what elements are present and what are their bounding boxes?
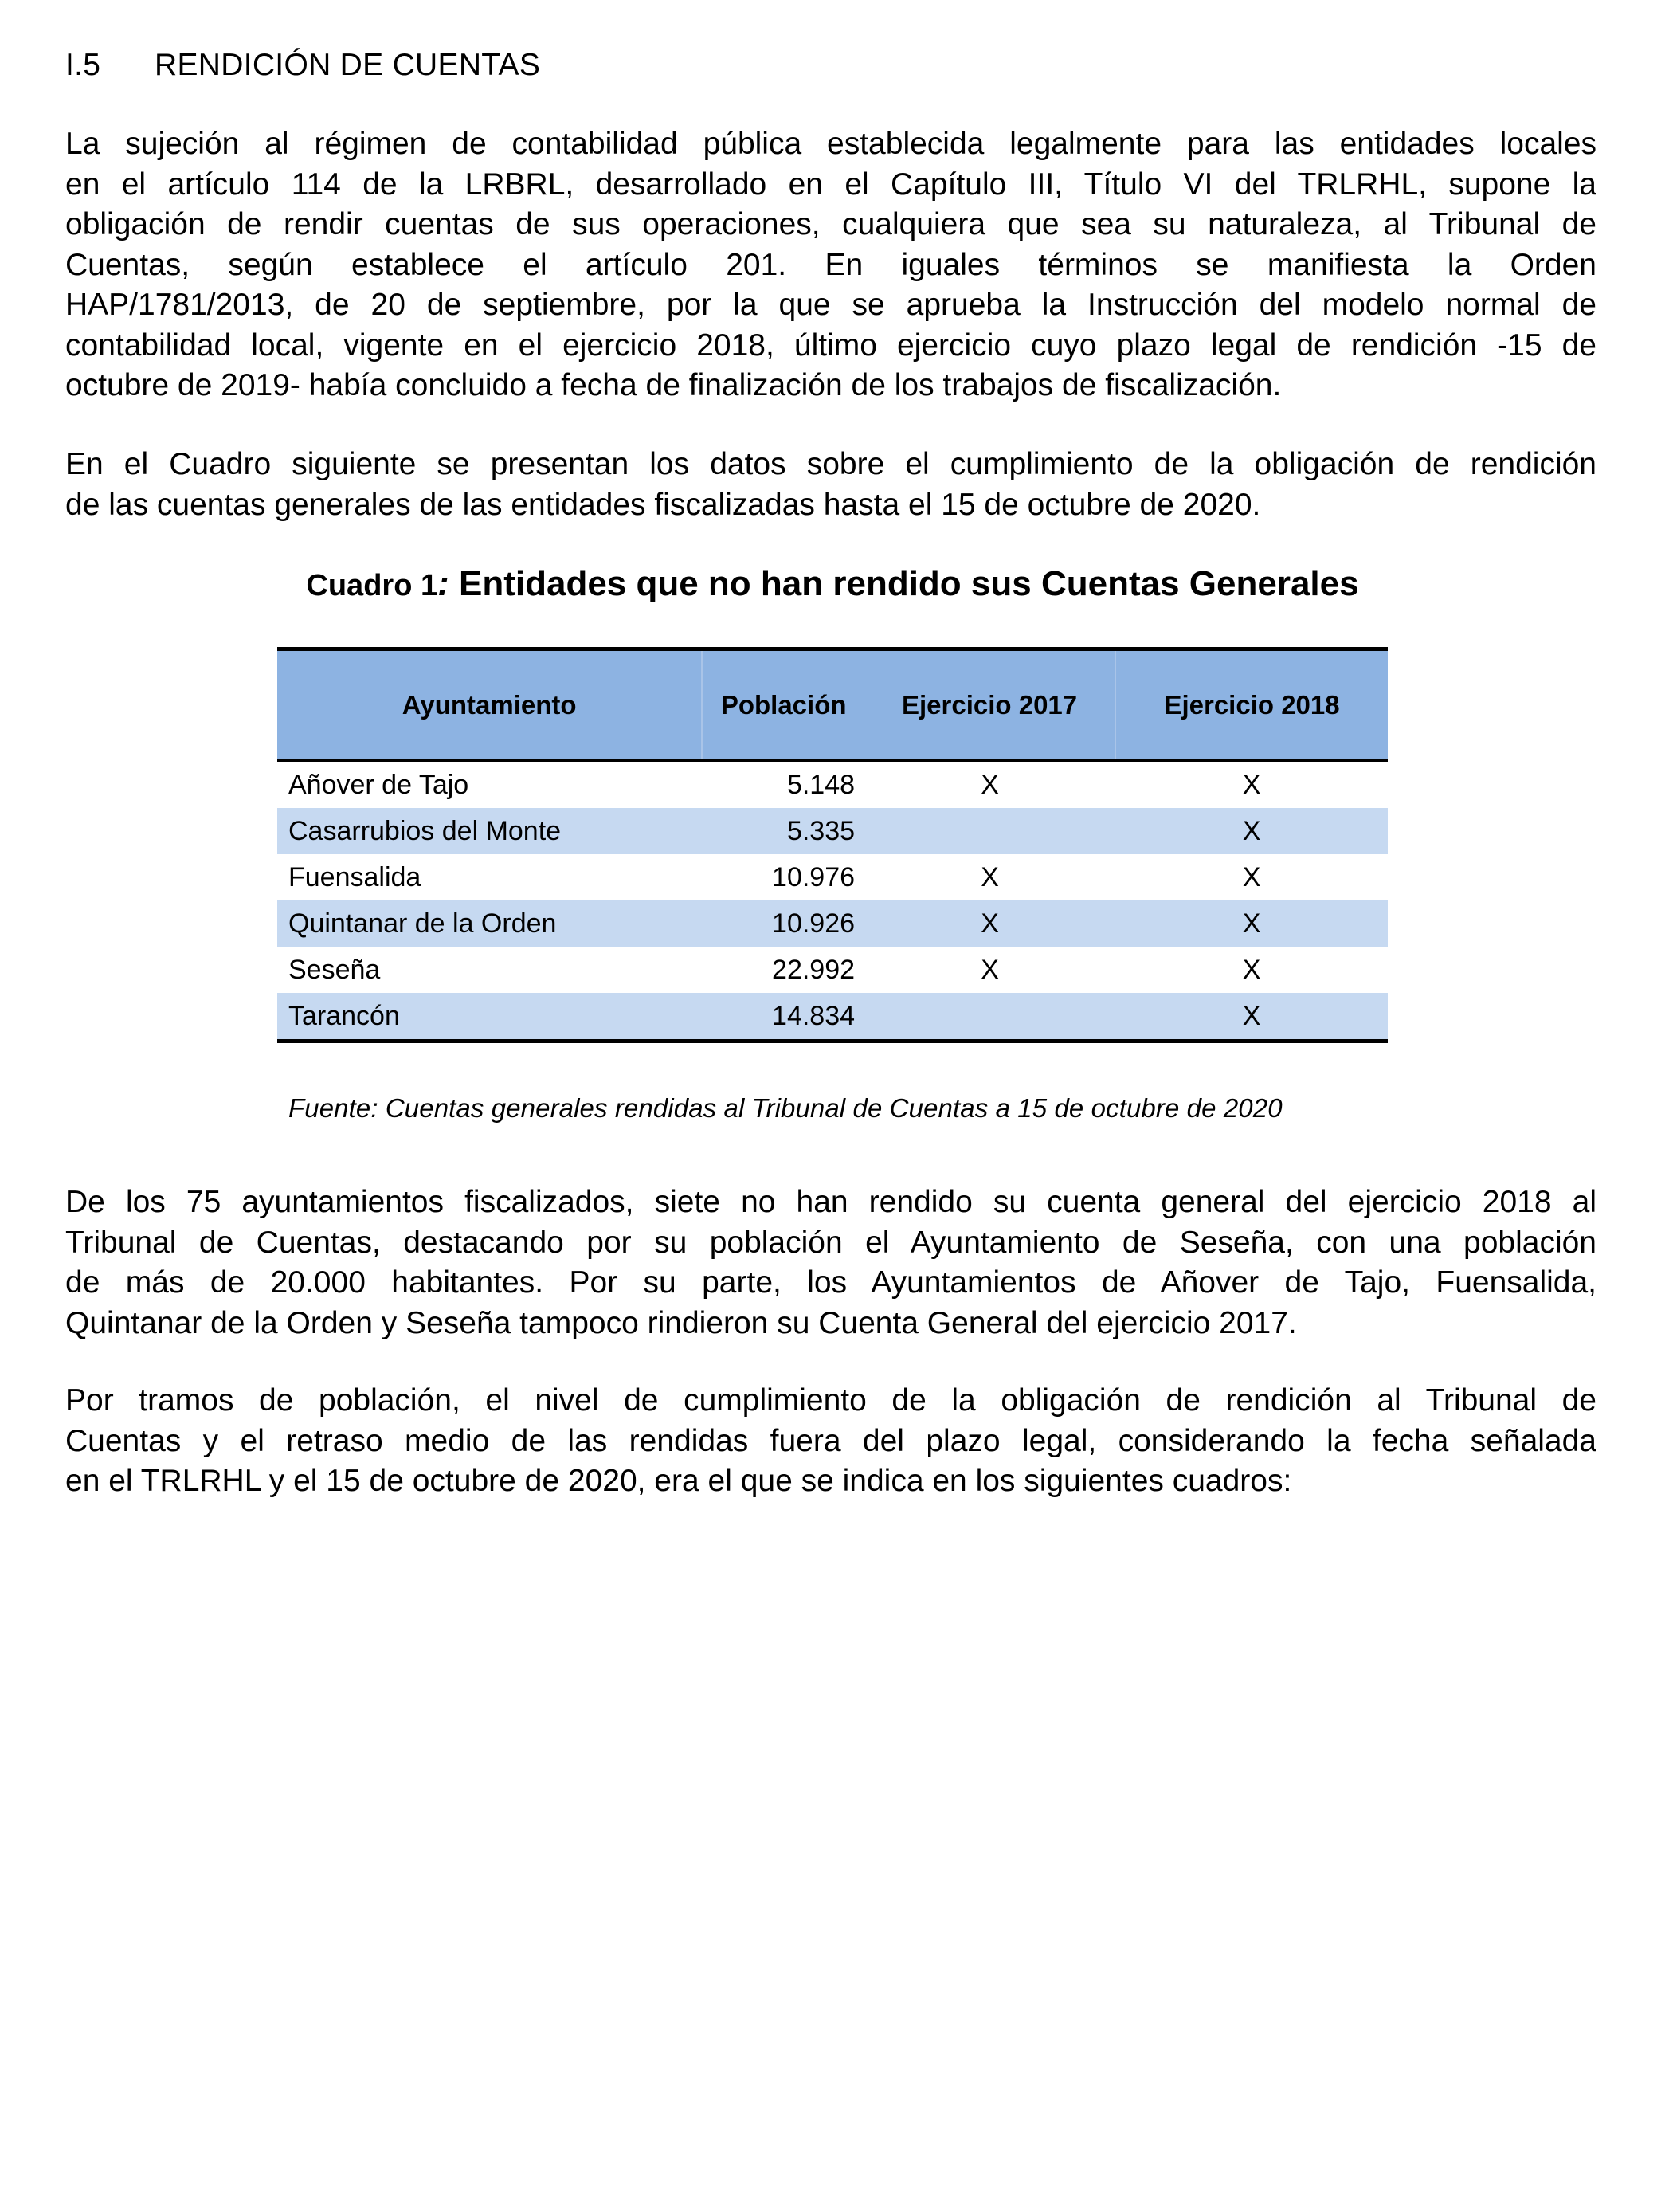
- paragraph-line: en el artículo 114 de la LRBRL, desarrollado en el Capítulo III, Título VI del TRLRHL, supone la: [65, 167, 1596, 202]
- paragraph-line: De los 75 ayuntamientos fiscalizados, siete no han rendido su cuenta general del ejercicio 2018 al: [65, 1185, 1596, 1219]
- paragraph-line: HAP/1781/2013, de 20 de septiembre, por la que se aprueba la Instrucción del modelo normal de: [65, 288, 1596, 322]
- table-header-row: [277, 649, 1388, 761]
- cell-ejercicio-2017: [864, 993, 1115, 1041]
- column-header-ejercicio-2018: Ejercicio 2018: [1115, 649, 1388, 761]
- paragraph-line: Por tramos de población, el nivel de cumplimiento de la obligación de rendición al Tribunal de: [65, 1383, 1596, 1418]
- table-row: [277, 993, 1388, 1041]
- cell-ejercicio-2017: [864, 808, 1115, 854]
- paragraph-line: En el Cuadro siguiente se presentan los datos sobre el cumplimiento de la obligación de rendición: [65, 447, 1596, 481]
- cell-ejercicio-2018: X: [1242, 769, 1261, 800]
- cell-ayuntamiento: Seseña: [288, 954, 381, 985]
- cell-ejercicio-2018: X: [1115, 993, 1388, 1041]
- paragraph-table-intro: [65, 445, 1596, 525]
- cell-ejercicio-2017: X: [981, 769, 999, 800]
- cell-ayuntamiento: Quintanar de la Orden: [288, 908, 557, 939]
- column-header-ayuntamiento: Ayuntamiento: [277, 649, 702, 761]
- entities-table-wrapper: [277, 647, 1388, 1043]
- paragraph-line: octubre de 2019- había concluido a fecha de finalización de los trabajos de fiscalización.: [65, 368, 1282, 402]
- cell-ayuntamiento: Fuensalida: [288, 861, 421, 892]
- entities-table: [277, 647, 1388, 1043]
- table-row: [277, 900, 1388, 947]
- table-caption: [0, 562, 1665, 608]
- paragraph-intro: [65, 124, 1596, 406]
- cell-ejercicio-2017: X: [981, 908, 999, 939]
- section-number: I.5: [65, 48, 101, 82]
- paragraph-line: Tribunal de Cuentas, destacando por su población el Ayuntamiento de Seseña, con una población: [65, 1225, 1596, 1260]
- cell-poblacion: 10.926: [772, 908, 856, 939]
- paragraph-findings: [65, 1182, 1596, 1343]
- section-heading: [65, 48, 540, 83]
- cell-ayuntamiento: Tarancón: [277, 993, 702, 1041]
- cell-ejercicio-2018: X: [1242, 861, 1261, 892]
- cell-poblacion: 22.992: [772, 954, 856, 985]
- table-source-note: Fuente: Cuentas generales rendidas al Tribunal de Cuentas a 15 de octubre de 2020: [288, 1093, 1283, 1123]
- paragraph-line: Cuentas, según establece el artículo 201. En iguales términos se manifiesta la Orden: [65, 247, 1596, 282]
- cell-ejercicio-2018: X: [1242, 815, 1261, 846]
- table-row: [277, 947, 1388, 993]
- paragraph-line: de más de 20.000 habitantes. Por su parte, los Ayuntamientos de Añover de Tajo, Fuensalida,: [65, 1265, 1596, 1300]
- cell-ejercicio-2018: X: [1242, 954, 1261, 985]
- paragraph-line: contabilidad local, vigente en el ejercicio 2018, último ejercicio cuyo plazo legal de rendición -15 de: [65, 327, 1596, 363]
- paragraph-line: Cuentas y el retraso medio de las rendidas fuera del plazo legal, considerando la fecha señalada: [65, 1423, 1596, 1458]
- paragraph-line: Quintanar de la Orden y Seseña tampoco rindieron su Cuenta General del ejercicio 2017.: [65, 1305, 1297, 1340]
- paragraph-line: La sujeción al régimen de contabilidad pública establecida legalmente para las entidades locales: [65, 127, 1596, 161]
- table-caption-label: Cuadro 1: [306, 569, 438, 602]
- paragraph-line: de las cuentas generales de las entidades fiscalizadas hasta el 15 de octubre de 2020.: [65, 487, 1261, 522]
- paragraph-line: en el TRLRHL y el 15 de octubre de 2020, era el que se indica en los siguientes cuadros:: [65, 1464, 1292, 1498]
- table-row: [277, 808, 1388, 854]
- cell-poblacion: 14.834: [702, 993, 864, 1041]
- paragraph-population-brackets: [65, 1381, 1596, 1502]
- cell-ayuntamiento: Casarrubios del Monte: [288, 815, 562, 846]
- cell-ejercicio-2018: X: [1242, 908, 1261, 939]
- column-header-poblacion: Población: [702, 649, 864, 761]
- cell-ayuntamiento: Añover de Tajo: [288, 769, 469, 800]
- cell-ejercicio-2017: X: [981, 954, 999, 985]
- cell-poblacion: 5.148: [786, 769, 856, 800]
- paragraph-line: obligación de rendir cuentas de sus operaciones, cualquiera que sea su naturaleza, al Tribunal de: [65, 207, 1596, 241]
- column-header-ejercicio-2017: Ejercicio 2017: [864, 649, 1115, 761]
- cell-poblacion: 5.335: [786, 815, 856, 846]
- table-row: [277, 760, 1388, 808]
- table-caption-title: Entidades que no han rendido sus Cuentas Generales: [449, 564, 1359, 603]
- cell-poblacion: 10.976: [772, 861, 856, 892]
- section-title: RENDICIÓN DE CUENTAS: [155, 48, 541, 82]
- table-row: [277, 854, 1388, 900]
- table-caption-separator: :: [437, 564, 449, 603]
- cell-ejercicio-2017: X: [981, 861, 999, 892]
